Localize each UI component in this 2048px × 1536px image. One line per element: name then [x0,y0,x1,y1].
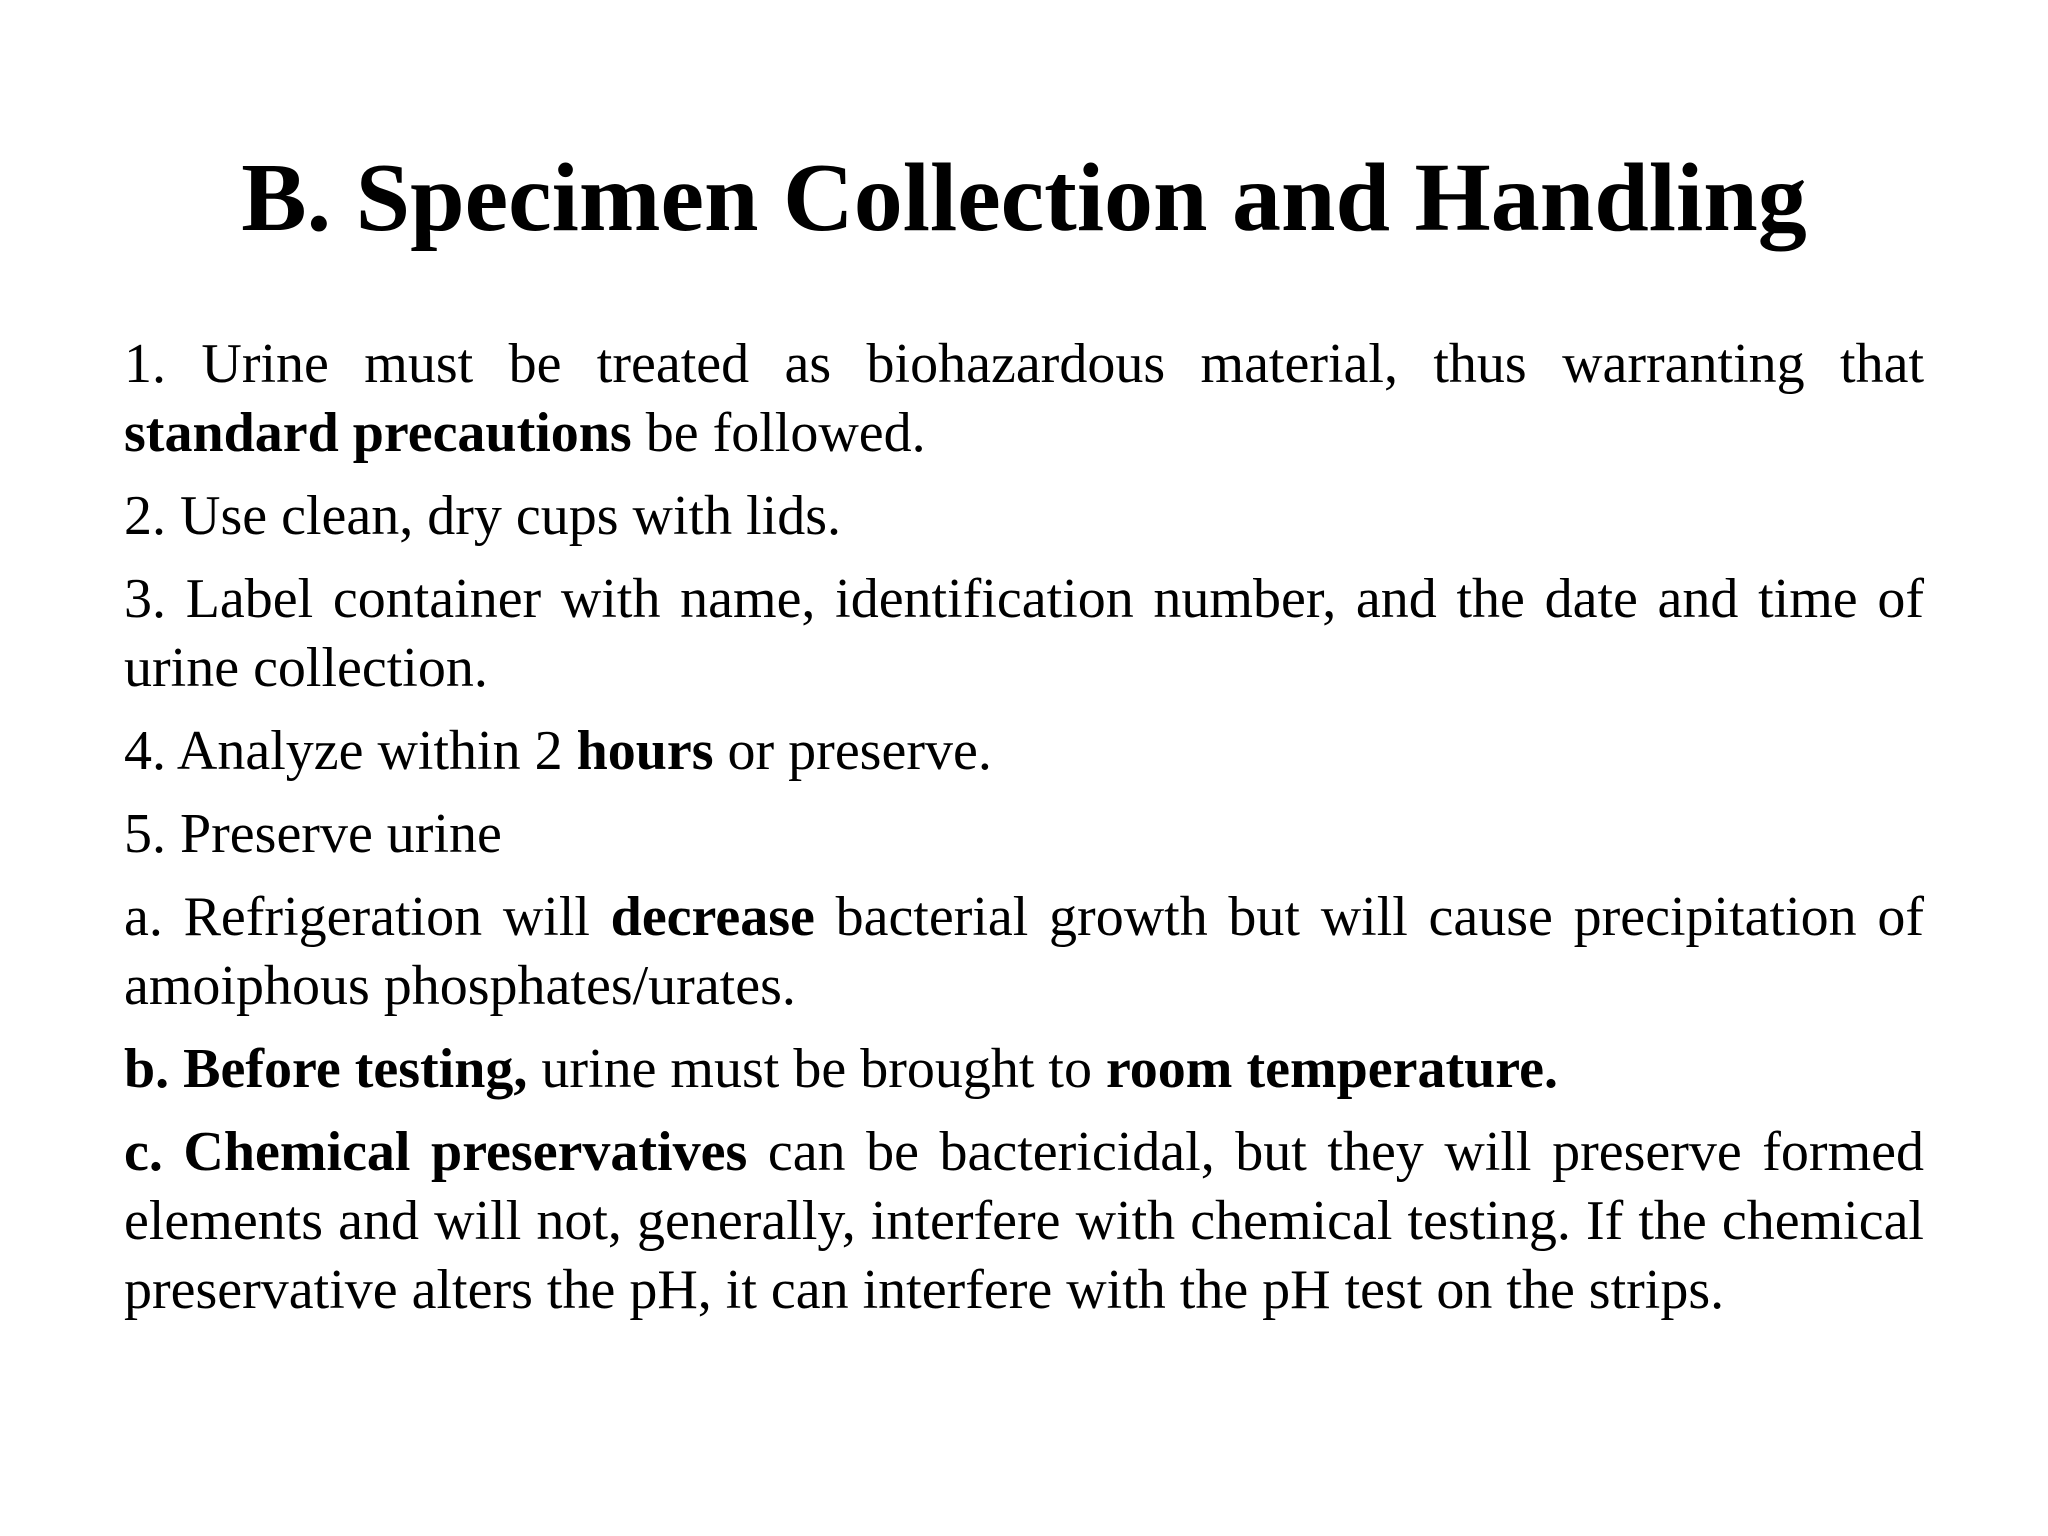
slide-title: B. Specimen Collection and Handling [241,144,1807,252]
list-item-1 [124,330,1924,468]
list-item-4 [124,717,1924,786]
list-item-5a [124,883,1924,1021]
text-run: bacterial growth but will cause precipitation of amoiphous phosphates/urates. [124,886,1924,1017]
text-run: 4. Analyze within 2 [124,720,577,782]
text-run-bold: c. Chemical preservatives [124,1121,748,1183]
text-run-bold: b. Before testing, [124,1038,528,1100]
text-run-bold: room temperature. [1105,1038,1558,1100]
text-run-bold: hours [576,720,714,782]
text-run: 3. Label container with name, identification number, and the date and time of urine collection. [124,568,1924,699]
text-run-bold: standard precautions [124,402,632,464]
text-run: be followed. [631,402,926,464]
text-run-bold: decrease [610,886,815,948]
text-run: 1. Urine must be treated as biohazardous material, thus warranting that [124,333,1924,395]
list-item-5 [124,800,1924,869]
list-item-5c [124,1118,1924,1325]
text-run: 2. Use clean, dry cups with lids. [124,485,841,547]
slide-body [124,330,1924,1325]
text-run: a. Refrigeration will [124,886,611,948]
text-run: 5. Preserve urine [124,803,502,865]
list-item-2 [124,482,1924,551]
list-item-3 [124,565,1924,703]
list-item-5b [124,1035,1924,1104]
text-run: urine must be brought to [527,1038,1106,1100]
text-run: can be bactericidal, but they will preserve formed elements and will not, generally, interfere with chemical testing. If the chemical preservative alters the pH, it can interfere with the pH test on the strips. [124,1121,1924,1321]
text-run: or preserve. [713,720,992,782]
